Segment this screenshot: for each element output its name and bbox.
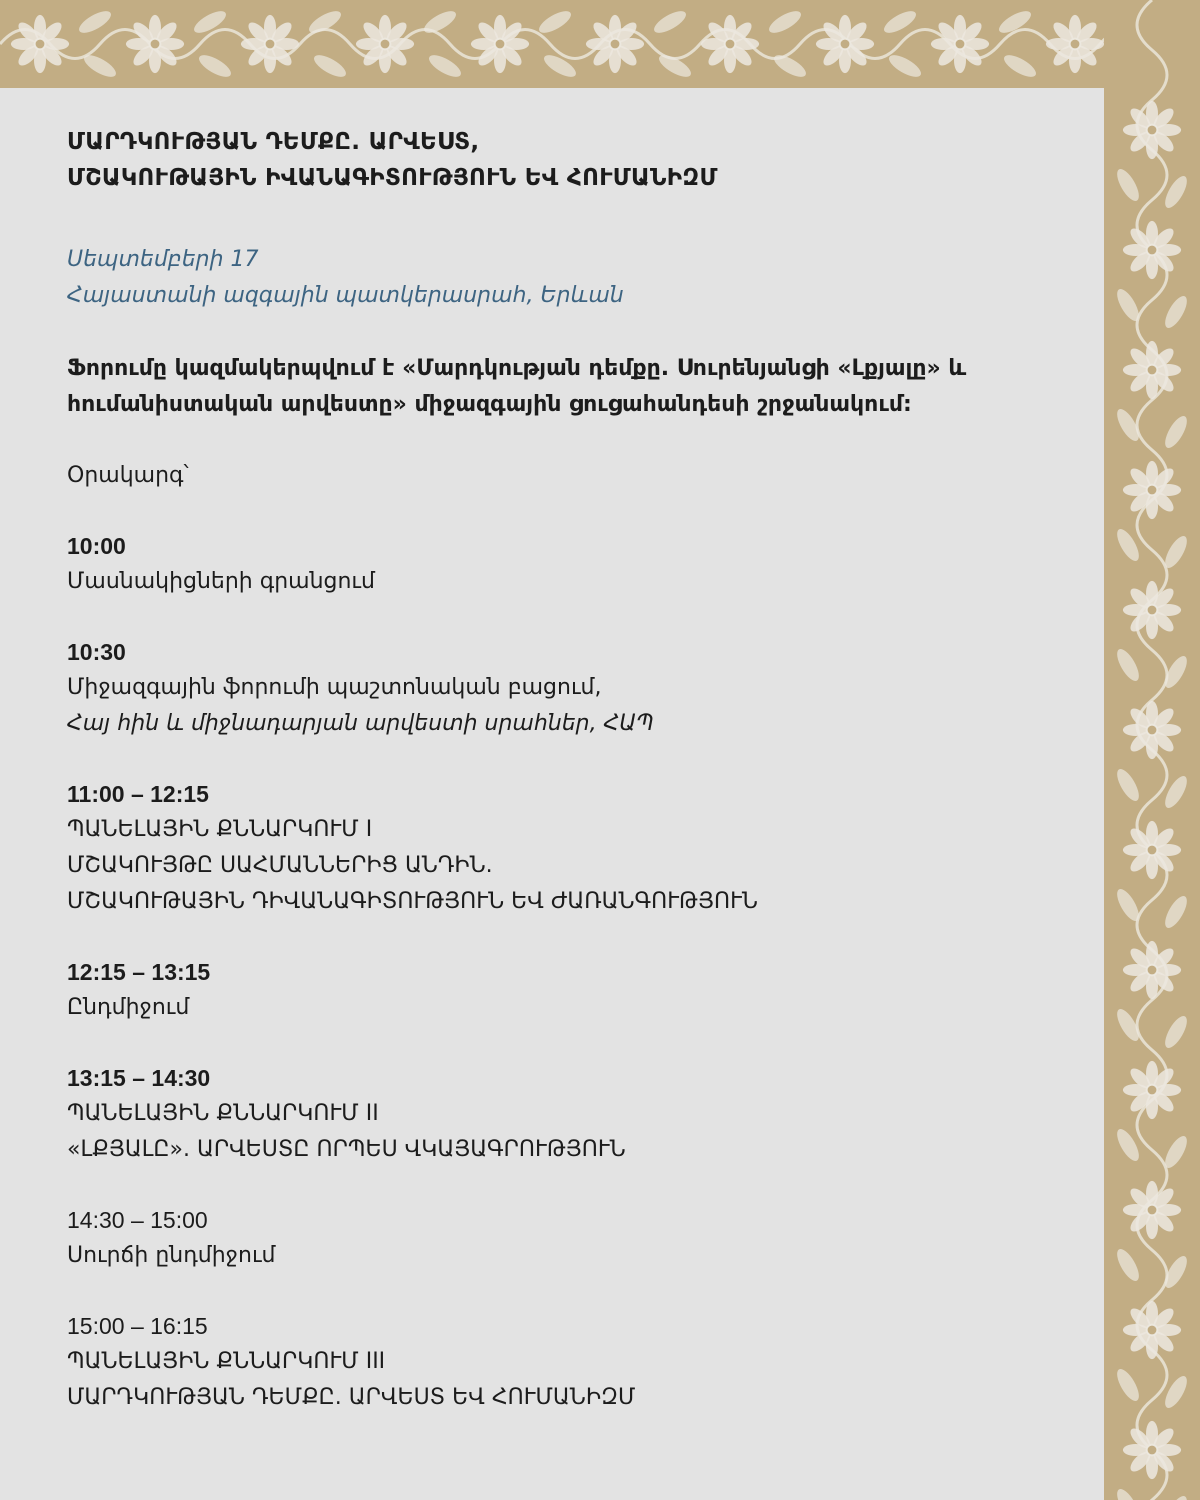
agenda-text: Մասնակիցների գրանցում xyxy=(67,569,375,594)
leaf-ornament xyxy=(81,51,119,81)
leaf-ornament xyxy=(426,51,464,81)
intro-paragraph: Ֆորումը կազմակերպվում է «Մարդկության դեմքը. Սուրենյանցի «Լքյալը» և հումանիստական արվեստը» միջազգային ցուցահանդեսի շրջանակում: xyxy=(67,356,967,417)
agenda-text: ՄՇԱԿՈՒՅԹԸ ՍԱՀՄԱՆՆԵՐԻՑ ԱՆԴԻՆ. xyxy=(67,853,493,878)
agenda-time: 15:00 – 16:15 xyxy=(67,1313,208,1339)
flower-ornament xyxy=(1046,15,1104,73)
document-content xyxy=(67,124,1067,1416)
flower-ornament xyxy=(1123,221,1181,279)
flower-ornament xyxy=(1123,581,1181,639)
flower-ornament xyxy=(1123,1061,1181,1119)
event-meta xyxy=(67,242,1067,314)
title-line-2: ՄՇԱԿՈՒԹԱՅԻՆ ԻՎԱՆԱԳԻՏՈՒԹՅՈՒՆ ԵՎ ՀՈՒՄԱՆԻԶՄ xyxy=(67,165,718,191)
flower-ornament xyxy=(11,15,69,73)
flower-ornament xyxy=(816,15,874,73)
flower-ornament xyxy=(1123,341,1181,399)
leaf-ornament xyxy=(1161,1133,1191,1171)
document-title xyxy=(67,124,1067,196)
leaf-ornament xyxy=(1113,1366,1143,1404)
agenda-text: Միջազգային ֆորումի պաշտոնական բացում, xyxy=(67,675,602,700)
leaf-ornament xyxy=(651,7,689,37)
leaf-ornament xyxy=(421,7,459,37)
agenda-text: ՄԱՐԴԿՈՒԹՅԱՆ ԴԵՄՔԸ. ԱՐՎԵՍՏ ԵՎ ՀՈՒՄԱՆԻԶՄ xyxy=(67,1385,636,1410)
floral-ornament-top xyxy=(0,0,1200,88)
leaf-ornament xyxy=(1113,406,1143,444)
leaf-ornament xyxy=(1161,893,1191,931)
leaf-ornament xyxy=(1161,1493,1191,1500)
agenda-item xyxy=(67,528,1067,600)
leaf-ornament xyxy=(191,7,229,37)
leaf-ornament xyxy=(1113,166,1143,204)
flower-ornament xyxy=(1123,1421,1181,1479)
agenda-item xyxy=(67,954,1067,1026)
ornamental-border-right xyxy=(1104,0,1200,1500)
leaf-ornament xyxy=(1113,766,1143,804)
agenda-text: «ԼՔՅԱԼԸ». ԱՐՎԵՍՏԸ ՈՐՊԵՍ ՎԿԱՅԱԳՐՈՒԹՅՈՒՆ xyxy=(67,1137,626,1162)
leaf-ornament xyxy=(1113,1246,1143,1284)
agenda-label: Օրակարգ՝ xyxy=(67,463,189,488)
agenda-time: 14:30 – 15:00 xyxy=(67,1207,208,1233)
flower-ornament xyxy=(1123,701,1181,759)
agenda-text: Սուրճի ընդմիջում xyxy=(67,1243,276,1268)
flower-ornament xyxy=(1123,1301,1181,1359)
agenda-location: Հայ հին և միջնադարյան արվեստի սրահներ, ՀԱՊ xyxy=(67,711,654,736)
event-date: Սեպտեմբերի 17 xyxy=(67,247,259,272)
leaf-ornament xyxy=(311,51,349,81)
flower-ornament xyxy=(1123,821,1181,879)
agenda-item xyxy=(67,1308,1067,1416)
agenda-text: Ընդմիջում xyxy=(67,995,190,1020)
agenda-item xyxy=(67,634,1067,742)
leaf-ornament xyxy=(541,51,579,81)
agenda-item xyxy=(67,1060,1067,1168)
agenda-text: ՄՇԱԿՈՒԹԱՅԻՆ ԴԻՎԱՆԱԳԻՏՈՒԹՅՈՒՆ ԵՎ ԺԱՌԱՆԳՈՒԹՅՈՒՆ xyxy=(67,889,758,914)
leaf-ornament xyxy=(196,51,234,81)
flower-ornament xyxy=(126,15,184,73)
leaf-ornament xyxy=(1113,1486,1143,1500)
leaf-ornament xyxy=(1161,413,1191,451)
leaf-ornament xyxy=(886,51,924,81)
leaf-ornament xyxy=(536,7,574,37)
flower-ornament xyxy=(1123,941,1181,999)
flower-ornament xyxy=(1123,1181,1181,1239)
agenda-item xyxy=(67,776,1067,920)
leaf-ornament xyxy=(1113,646,1143,684)
ornamental-border-top xyxy=(0,0,1200,88)
leaf-ornament xyxy=(771,51,809,81)
flower-ornament xyxy=(241,15,299,73)
agenda-time: 13:15 – 14:30 xyxy=(67,1065,211,1091)
flower-ornament xyxy=(471,15,529,73)
agenda-time: 10:30 xyxy=(67,639,126,665)
flower-ornament xyxy=(701,15,759,73)
flower-ornament xyxy=(586,15,644,73)
leaf-ornament xyxy=(1161,293,1191,331)
agenda-time: 11:00 – 12:15 xyxy=(67,781,209,807)
event-venue: Հայաստանի ազգային պատկերասրահ, Երևան xyxy=(67,283,624,308)
leaf-ornament xyxy=(1113,286,1143,324)
floral-ornament-right xyxy=(1104,0,1200,1500)
leaf-ornament xyxy=(766,7,804,37)
flower-ornament xyxy=(931,15,989,73)
leaf-ornament xyxy=(1113,886,1143,924)
agenda-text: ՊԱՆԵԼԱՅԻՆ ՔՆՆԱՐԿՈՒՄ III xyxy=(67,1349,386,1374)
agenda-text: ՊԱՆԵԼԱՅԻՆ ՔՆՆԱՐԿՈՒՄ II xyxy=(67,1101,379,1126)
agenda-item xyxy=(67,1202,1067,1274)
flower-ornament xyxy=(356,15,414,73)
leaf-ornament xyxy=(1113,1006,1143,1044)
leaf-ornament xyxy=(1001,51,1039,81)
flower-ornament xyxy=(1123,101,1181,159)
title-line-1: ՄԱՐԴԿՈՒԹՅԱՆ ԴԵՄՔԸ. ԱՐՎԵՍՏ, xyxy=(67,129,480,155)
agenda-time: 10:00 xyxy=(67,533,126,559)
flower-ornament xyxy=(1123,461,1181,519)
leaf-ornament xyxy=(1161,1013,1191,1051)
agenda-time: 12:15 – 13:15 xyxy=(67,959,211,985)
agenda-text: ՊԱՆԵԼԱՅԻՆ ՔՆՆԱՐԿՈՒՄ I xyxy=(67,817,373,842)
leaf-ornament xyxy=(76,7,114,37)
agenda-list xyxy=(67,528,1067,1416)
leaf-ornament xyxy=(1161,533,1191,571)
